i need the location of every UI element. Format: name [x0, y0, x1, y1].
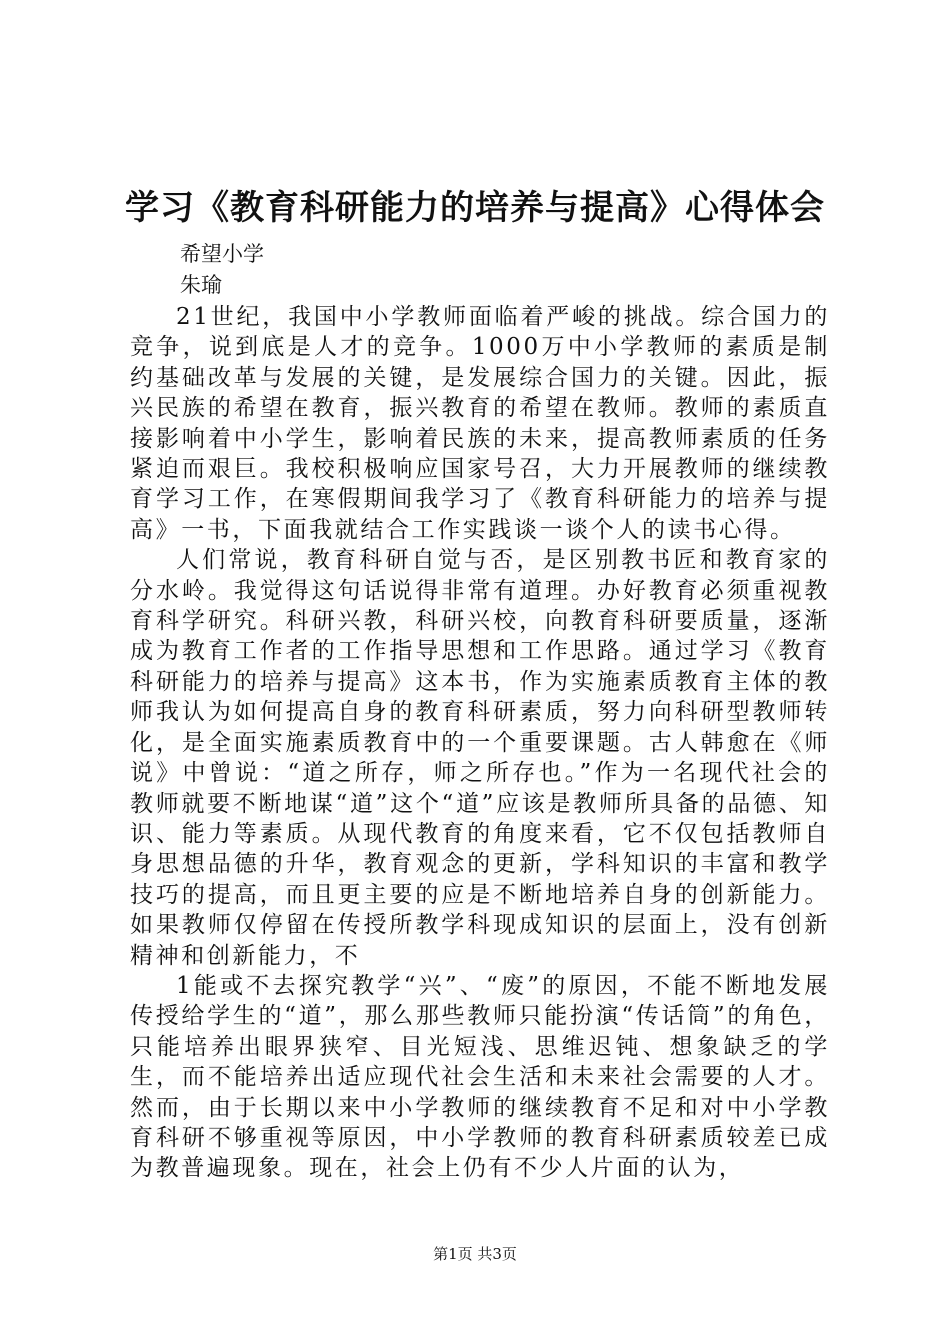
paragraph: 21世纪，我国中小学教师面临着严峻的挑战。综合国力的竞争，说到底是人才的竞争。1000万中小学教师的素质是制约基础改革与发展的关键，是发展综合国力的关键。因此，振兴民族的希望在教育，振兴教育的希望在教师。教师的素质直接影响着中小学生，影响着民族的未来，提高教师素质的任务紧迫而艰巨。我校积极响应国家号召，大力开展教师的继续教育学习工作，在寒假期间我学习了《教育科研能力的培养与提高》一书，下面我就结合工作实践谈一谈个人的读书心得。: [130, 304, 830, 543]
paragraph: 1能或不去探究教学“兴”、“废”的原因，不能不断地发展传授给学生的“道”，那么那些教师只能扮演“传话筒”的角色，只能培养出眼界狭窄、目光短浅、思维迟钝、想象缺乏的学生，而不能培养出适应现代社会生活和未来社会需要的人才。然而，由于长期以来中小学教师的继续教育不足和对中小学教育科研不够重视等原因，中小学教师的教育科研素质较差已成为教普遍现象。现在，社会上仍有不少人片面的认为，: [130, 972, 830, 1182]
page-footer: 第1页 共3页: [433, 1245, 517, 1263]
document-title: 学习《教育科研能力的培养与提高》心得体会: [125, 188, 825, 228]
school-name: 希望小学: [180, 242, 264, 266]
author-name: 朱瑜: [180, 273, 222, 297]
paragraph: 人们常说，教育科研自觉与否，是区别教书匠和教育家的分水岭。我觉得这句话说得非常有道理。办好教育必须重视教育科学研究。科研兴教，科研兴校，向教育科研要质量，逐渐成为教育工作者的工作指导思想和工作思路。通过学习《教育科研能力的培养与提高》这本书，作为实施素质教育主体的教师我认为如何提高自身的教育科研素质，努力向科研型教师转化，是全面实施素质教育中的一个重要课题。古人韩愈在《师说》中曾说：“道之所存，师之所存也。”作为一名现代社会的教师就要不断地谋“道”这个“道”应该是教师所具备的品德、知识、能力等素质。从现代教育的角度来看，它不仅包括教师自身思想品德的升华，教育观念的更新，学科知识的丰富和教学技巧的提高，而且更主要的应是不断地培养自身的创新能力。如果教师仅停留在传授所教学科现成知识的层面上，没有创新精神和创新能力，不: [130, 547, 830, 969]
document-body: [130, 302, 830, 1184]
